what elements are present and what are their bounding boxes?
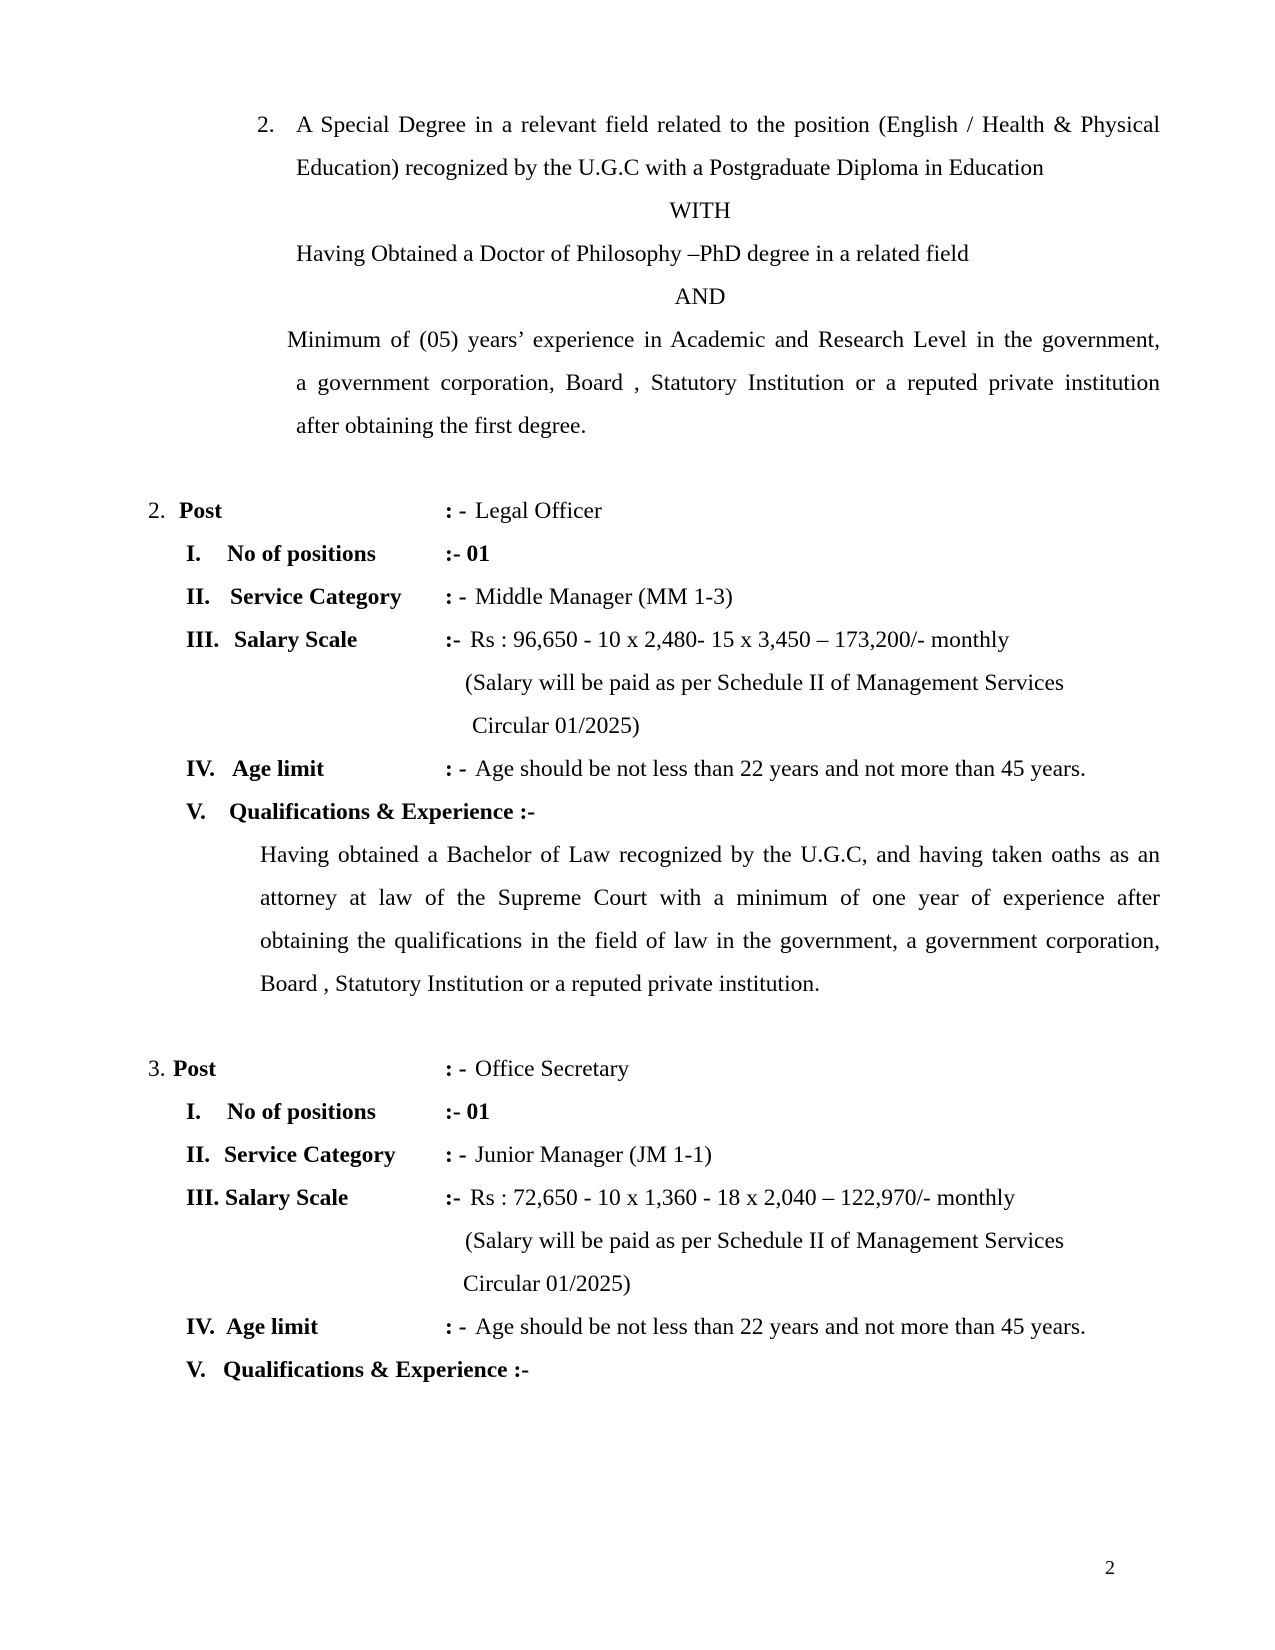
post-2-qual-text-1: Having obtained a Bachelor of Law recognized by the U.G.C, and having taken oaths as an [260, 842, 1160, 868]
post-3-positions-label: No of positions [227, 1099, 376, 1125]
post-2-salary-sep: :- [445, 627, 461, 653]
page-number: 2 [1105, 1557, 1115, 1579]
post-2-age-value: Age should be not less than 22 years and not more than 45 years. [475, 756, 1086, 782]
post-2-positions-value: :- 01 [445, 541, 491, 567]
post-2-qual-text-3: obtaining the qualifications in the field of law in the government, a government corporation, [260, 928, 1160, 954]
post-3-salary-value: Rs : 72,650 - 10 x 1,360 - 18 x 2,040 – 122,970/- monthly [470, 1185, 1016, 1211]
post-2-qual-text-2: attorney at law of the Supreme Court with a minimum of one year of experience after [260, 885, 1160, 911]
intro-line-1: A Special Degree in a relevant field related to the position (English / Health & Physical [296, 112, 1160, 138]
post-3-age-sep: : - [445, 1314, 467, 1340]
post-2-label: Post [179, 498, 223, 524]
post-2-sep: : - [445, 498, 467, 524]
post-2-salary-note-1: (Salary will be paid as per Schedule II of Management Services [465, 670, 1065, 696]
post-2-value: Legal Officer [475, 498, 602, 524]
post-2-qual-label: Qualifications & Experience :- [229, 799, 536, 825]
post-3-category-sep: : - [445, 1142, 467, 1168]
post-3-category-label: Service Category [224, 1142, 396, 1168]
post-3-age-roman: IV. [186, 1314, 215, 1340]
post-2-category-sep: : - [445, 584, 467, 610]
post-3-salary-note-1: (Salary will be paid as per Schedule II of Management Services [465, 1228, 1065, 1254]
post-2-positions-roman: I. [186, 541, 202, 567]
intro-line-2: Education) recognized by the U.G.C with a Postgraduate Diploma in Education [296, 155, 1044, 181]
post-3-qual-label: Qualifications & Experience :- [223, 1357, 530, 1383]
post-3-salary-label: Salary Scale [225, 1185, 349, 1211]
post-2-category-label: Service Category [230, 584, 402, 610]
post-3-value: Office Secretary [475, 1056, 630, 1082]
post-2-positions-label: No of positions [227, 541, 376, 567]
post-3-salary-sep: :- [445, 1185, 461, 1211]
intro-line-6: after obtaining the first degree. [296, 413, 587, 439]
post-3-sep: : - [445, 1056, 467, 1082]
intro-with: WITH [669, 198, 731, 224]
post-3-salary-note-2: Circular 01/2025) [463, 1271, 631, 1297]
post-3-number: 3. [148, 1056, 166, 1082]
intro-and: AND [674, 284, 726, 310]
post-2-number: 2. [148, 498, 166, 524]
post-3-positions-roman: I. [186, 1099, 202, 1125]
post-3-positions-value: :- 01 [445, 1099, 491, 1125]
post-3-qual-roman: V. [186, 1357, 206, 1383]
post-3-age-label: Age limit [226, 1314, 319, 1340]
intro-line-3: Having Obtained a Doctor of Philosophy –PhD degree in a related field [296, 241, 969, 267]
post-2-salary-note-2: Circular 01/2025) [472, 713, 640, 739]
intro-item-number: 2. [257, 112, 275, 138]
intro-line-5: a government corporation, Board , Statutory Institution or a reputed private institution [296, 370, 1160, 396]
post-2-salary-value: Rs : 96,650 - 10 x 2,480- 15 x 3,450 – 173,200/- monthly [470, 627, 1010, 653]
post-2-age-label: Age limit [232, 756, 325, 782]
post-3-age-value: Age should be not less than 22 years and not more than 45 years. [475, 1314, 1086, 1340]
post-2-salary-roman: III. [186, 627, 220, 653]
post-3-label: Post [173, 1056, 217, 1082]
post-2-age-roman: IV. [186, 756, 215, 782]
post-2-age-sep: : - [445, 756, 467, 782]
post-2-category-value: Middle Manager (MM 1-3) [475, 584, 733, 610]
post-3-salary-roman: III. [186, 1185, 220, 1211]
post-2-category-roman: II. [186, 584, 211, 610]
post-3-category-value: Junior Manager (JM 1-1) [475, 1142, 712, 1168]
intro-line-4: Minimum of (05) years’ experience in Academic and Research Level in the government, [287, 327, 1160, 353]
post-2-qual-roman: V. [186, 799, 206, 825]
post-2-qual-text-4: Board , Statutory Institution or a reputed private institution. [260, 971, 820, 997]
post-2-salary-label: Salary Scale [234, 627, 358, 653]
post-3-category-roman: II. [186, 1142, 211, 1168]
